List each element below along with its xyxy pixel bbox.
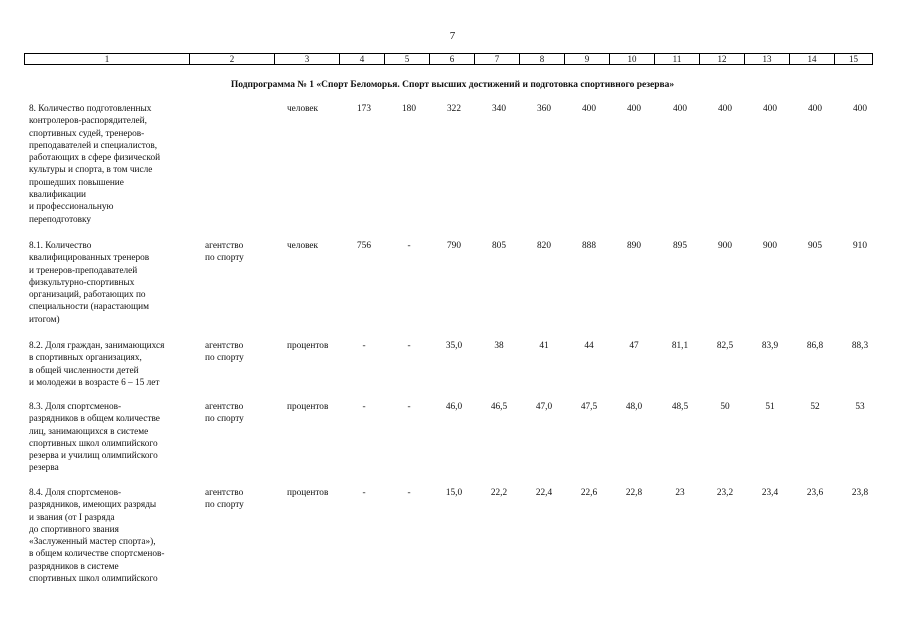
indicator-value: 86,8 — [806, 341, 824, 351]
indicator-name-line: разрядников, имеющих разряды — [29, 500, 157, 511]
indicator-value: - — [362, 341, 366, 351]
indicator-name-line: в общей численности детей — [29, 365, 139, 376]
indicator-value: 47 — [629, 341, 639, 351]
column-number: 3 — [275, 54, 340, 65]
indicator-value: 52 — [810, 402, 820, 412]
indicator-name-line: организаций, работающих по — [29, 290, 146, 301]
indicator-value: 910 — [853, 241, 867, 251]
subprogram-title: Подпрограмма № 1 «Спорт Беломорья. Спорт высших достижений и подготовка спортивного резерва» — [230, 80, 675, 90]
indicator-value: 400 — [853, 104, 867, 114]
unit: процентов — [287, 341, 329, 351]
indicator-name-line: спортивных школ олимпийского — [29, 438, 158, 449]
indicator-name-line: разрядников в системе — [29, 561, 119, 572]
indicator-value: 23,2 — [716, 488, 734, 498]
unit: человек — [287, 241, 319, 251]
indicator-value: 900 — [718, 241, 732, 251]
indicator-name-line: в общем количестве спортсменов- — [29, 549, 165, 560]
indicator-name-line: в спортивных организациях, — [29, 353, 142, 364]
executor — [205, 487, 275, 512]
executor-line: по спорту — [205, 414, 244, 425]
indicator-name-line: 8.1. Количество — [29, 241, 92, 251]
indicator-value: 360 — [537, 104, 551, 114]
indicator-name-line: 8.4. Доля спортсменов- — [29, 488, 122, 498]
indicator-value: 322 — [447, 104, 461, 114]
column-number: 2 — [190, 54, 275, 65]
column-number-header — [24, 53, 873, 65]
indicator-name-line: квалификации — [29, 190, 87, 201]
unit: процентов — [287, 402, 329, 412]
indicator-value: 890 — [627, 241, 641, 251]
indicator-value: 51 — [765, 402, 775, 412]
indicator-value: 22,2 — [490, 488, 508, 498]
indicator-value: 82,5 — [716, 341, 734, 351]
executor-line: агентство — [205, 241, 244, 251]
indicator-name-line: «Заслуженный мастер спорта»), — [29, 537, 156, 548]
indicator-value: 15,0 — [445, 488, 463, 498]
indicator-value: 180 — [402, 104, 416, 114]
executor-line: по спорту — [205, 353, 244, 364]
column-number: 8 — [520, 54, 565, 65]
indicator-value: 790 — [447, 241, 461, 251]
column-number: 9 — [565, 54, 610, 65]
column-number: 15 — [835, 54, 873, 65]
indicator-value: 805 — [492, 241, 506, 251]
indicator-value: 22,6 — [580, 488, 598, 498]
indicator-value: 23,6 — [806, 488, 824, 498]
indicator-value: 820 — [537, 241, 551, 251]
indicator-value: - — [362, 488, 366, 498]
indicator-name-line: физкультурно-спортивных — [29, 277, 135, 288]
indicator-value: 48,0 — [625, 402, 643, 412]
indicator-value: - — [407, 402, 411, 412]
indicator-value: 88,3 — [851, 341, 869, 351]
indicator-value: 38 — [494, 341, 504, 351]
indicator-name-line: 8.2. Доля граждан, занимающихся — [29, 341, 165, 351]
indicator-name — [29, 340, 204, 389]
indicator-value: 400 — [763, 104, 777, 114]
indicator-value: 22,8 — [625, 488, 643, 498]
indicator-name — [29, 487, 204, 585]
executor — [205, 401, 275, 426]
indicator-name-line: лиц, занимающихся в системе — [29, 426, 149, 437]
column-number: 11 — [655, 54, 700, 65]
indicator-value: 173 — [357, 104, 371, 114]
executor-line: агентство — [205, 402, 244, 412]
indicator-value: 47,5 — [580, 402, 598, 412]
indicator-value: 50 — [720, 402, 730, 412]
indicator-value: 44 — [584, 341, 594, 351]
indicator-name-line: и профессиональную — [29, 202, 114, 213]
indicator-value: 22,4 — [535, 488, 553, 498]
indicator-name-line: резерва — [29, 463, 59, 474]
column-number: 4 — [340, 54, 385, 65]
column-number: 5 — [385, 54, 430, 65]
indicator-name-line: и молодежи в возрасте 6 – 15 лет — [29, 377, 160, 388]
indicator-value: 400 — [808, 104, 822, 114]
column-number: 7 — [475, 54, 520, 65]
indicator-name-line: работающих в сфере физической — [29, 153, 161, 164]
indicator-value: 756 — [357, 241, 371, 251]
indicator-name-line: культуры и спорта, в том числе — [29, 165, 153, 176]
column-number: 10 — [610, 54, 655, 65]
indicator-value: 340 — [492, 104, 506, 114]
indicator-name-line: 8. Количество подготовленных — [29, 104, 152, 114]
indicator-value: - — [407, 488, 411, 498]
indicator-value: - — [407, 341, 411, 351]
indicator-name-line: спортивных школ олимпийского — [29, 574, 158, 585]
indicator-name-line: итогом) — [29, 314, 60, 325]
column-number: 13 — [745, 54, 790, 65]
unit: процентов — [287, 488, 329, 498]
indicator-value: 400 — [627, 104, 641, 114]
indicator-value: 53 — [855, 402, 865, 412]
indicator-value: 400 — [582, 104, 596, 114]
indicator-value: 41 — [539, 341, 549, 351]
indicator-name-line: преподавателей и специалистов, — [29, 140, 158, 151]
indicator-name-line: переподготовку — [29, 214, 92, 225]
indicator-value: 905 — [808, 241, 822, 251]
column-number: 1 — [25, 54, 190, 65]
indicator-value: 400 — [718, 104, 732, 114]
column-number: 12 — [700, 54, 745, 65]
indicator-name — [29, 401, 204, 475]
executor-line: по спорту — [205, 253, 244, 264]
indicator-name-line: 8.3. Доля спортсменов- — [29, 402, 122, 412]
indicator-value: 46,0 — [445, 402, 463, 412]
indicator-name-line: спортивных судей, тренеров- — [29, 128, 145, 139]
indicator-value: 23 — [675, 488, 685, 498]
indicator-value: 46,5 — [490, 402, 508, 412]
indicator-name — [29, 240, 204, 326]
indicator-name — [29, 103, 204, 226]
indicator-value: 23,4 — [761, 488, 779, 498]
column-number: 6 — [430, 54, 475, 65]
indicator-value: 400 — [673, 104, 687, 114]
indicator-name-line: специальности (нарастающим — [29, 302, 149, 313]
page-number: 7 — [449, 30, 456, 42]
indicator-name-line: и тренеров-преподавателей — [29, 265, 138, 276]
indicator-name-line: квалифицированных тренеров — [29, 253, 150, 264]
indicator-value: 83,9 — [761, 341, 779, 351]
indicator-name-line: разрядников в общем количестве — [29, 414, 160, 425]
indicator-value: 888 — [582, 241, 596, 251]
executor — [205, 240, 275, 265]
executor-line: агентство — [205, 488, 244, 498]
indicator-name-line: и звания (от I разряда — [29, 512, 115, 523]
indicator-name-line: резерва и училищ олимпийского — [29, 451, 158, 462]
executor-line: по спорту — [205, 500, 244, 511]
indicator-value: - — [407, 241, 411, 251]
executor — [205, 340, 275, 365]
indicator-value: 35,0 — [445, 341, 463, 351]
indicator-name-line: до спортивного звания — [29, 524, 119, 535]
indicator-value: 47,0 — [535, 402, 553, 412]
indicator-value: 23,8 — [851, 488, 869, 498]
indicator-name-line: контролеров-распорядителей, — [29, 116, 147, 127]
indicator-name-line: прошедших повышение — [29, 177, 124, 188]
indicator-value: - — [362, 402, 366, 412]
column-number: 14 — [790, 54, 835, 65]
executor-line: агентство — [205, 341, 244, 351]
unit: человек — [287, 104, 319, 114]
indicator-value: 900 — [763, 241, 777, 251]
indicator-value: 895 — [673, 241, 687, 251]
indicator-value: 81,1 — [671, 341, 689, 351]
indicator-value: 48,5 — [671, 402, 689, 412]
